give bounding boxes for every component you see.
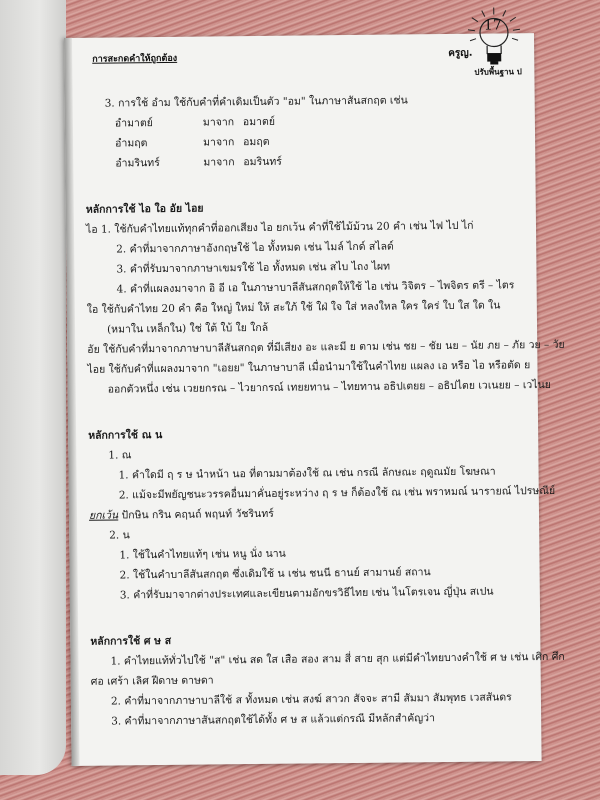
sss-item: 3. คำที่มาจากภาษาสันสกฤตใช้ได้ทั้ง ศ ษ ส แล้วแต่กรณี มีหลักสำคัญว่า [111, 712, 436, 728]
nn-item: 3. คำที่รับมาจากต่างประเทศและเขียนตามอักขรวิธีไทย เช่น ไนโตรเจน ญี่ปุ่น สเปน [119, 585, 494, 602]
nn-sub1: 1. ณ [108, 449, 132, 462]
sss-item: 1. คำไทยแท้ทั่วไปใช้ "ส" เช่น สด ใส เสือ สอง สาม สี่ สาย สุก แต่มีคำไทยบางคำใช้ ศ ษ เช่น เศิก ศึก [110, 650, 565, 668]
page-gutter [64, 38, 80, 766]
nn-item: 1. ใช้ในคำไทยแท้ๆ เช่น หนู นั่ง นาน [119, 547, 286, 562]
am-origin: อมาตย์ [242, 115, 276, 129]
logo-text-1: ครูญ. [448, 47, 473, 59]
ai-line: ออกตัวหนึ่ง เช่น เวยยกรณ – ไวยากรณ์ เทยยทาน – ไทยทาน อธิปเตยย – อธิปไตย เวเนยย – เวไนย [107, 378, 551, 396]
ai-line: ไอย ใช้กับคำที่แผลงมาจาก "เอยย" ในภาษาบาลี เมื่อนำมาใช้ในคำไทย แผลง เอ หรือ ไอ หรือตัด ย [87, 359, 531, 376]
ai-line: อัย ใช้กับคำที่มาจากภาษาบาลีสันสกฤต ที่มีเสียง อะ และมี ย ตาม เช่น ชย – ชัย นย – นัย ภย – ภัย วย – วัย [87, 338, 565, 356]
ai-line: ไอ 1. ใช้กับคำไทยแท้ทุกคำที่ออกเสียง ไอ ยกเว้น คำที่ใช้ไม้ม้วน 20 คำ เช่น ไฟ ไป ไก่ [85, 219, 474, 236]
ai-heading: หลักการใช้ ไอ ใอ อัย ไอย [85, 202, 204, 216]
ai-line: 4. คำที่แผลงมาจาก อิ อี เอ ในภาษาบาลีสันสกฤตให้ใช้ ไอ เช่น วิจิตร – ไพจิตร ตรี – ไตร [116, 279, 515, 296]
am-from: มาจาก [203, 136, 235, 149]
nn-item: 2. ใช้ในคำบาลีสันสกฤต ซึ่งเดิมใช้ น เช่น ชนนี ธานย์ สามานย์ สถาน [119, 566, 431, 582]
ai-line: 3. คำที่รับมาจากภาษาเขมรใช้ ไอ ทั้งหมด เช่น สไบ ไถง ไผท [116, 260, 391, 276]
sss-heading: หลักการใช้ ศ ษ ส [90, 634, 172, 648]
logo-number: 17 [483, 17, 502, 34]
nn-item: 1. คำใดมี ฤ ร ษ นำหน้า นอ ที่ตามมาต้องใช้ ณ เช่น กรณี ลักษณะ ฤดูณมัย โฆษณา [118, 465, 496, 482]
exception-text: ปักษิน กริน คฤนถ์ พฤนท์ วัชรินทร์ [118, 507, 274, 522]
am-origin: อมรินทร์ [243, 155, 282, 169]
nn-item: 2. แม้จะมีพยัญชนะวรรคอื่นมาคั่นอยู่ระหว่าง ฤ ร ษ ก็ต้องใช้ ณ เช่น พราหมณ์ นารายณ์ ไปรษณีย์ [118, 484, 556, 502]
am-word: อำมาตย์ [114, 117, 153, 130]
nn-sub2: 2. น [109, 529, 130, 542]
page-content [85, 89, 565, 732]
sss-item: ศอ เศร้า เลิศ ฝีดาษ ดาษดา [90, 674, 214, 688]
logo-text-2: ปรับพื้นฐาน ป [474, 67, 522, 77]
ai-line: ใอ ใช้กับคำไทย 20 คำ คือ ใหญ่ ใหม่ ให้ สะใภ้ ใช้ ใฝ่ ใจ ใส่ หลงใหล ใคร ใคร่ ใบ ใส ใด ใน [86, 299, 501, 316]
ai-line: 2. คำที่มาจากภาษาอังกฤษใช้ ไอ ทั้งหมด เช่น ไมล์ ไกด์ สไลด์ [116, 240, 394, 256]
am-examples [85, 109, 526, 174]
ai-line: (หมาใน เหล็กใน) ใช่ ใต้ ใบ้ ใย ใกล้ [106, 321, 269, 336]
am-origin: อมฤต [243, 135, 270, 149]
exception-label: ยกเว้น [88, 509, 119, 522]
nn-heading: หลักการใช้ ณ น [88, 428, 163, 442]
document-page [64, 17, 565, 766]
am-word: อำมฤต [115, 137, 148, 150]
running-header: การสะกดคำให้ถูกต้อง [92, 53, 178, 65]
lightbulb-logo [448, 5, 535, 86]
am-word: อำมรินทร์ [115, 157, 160, 170]
previous-page-edge [0, 0, 66, 775]
am-intro: 3. การใช้ อำม ใช้กับคำที่คำเดิมเป็นตัว "อม" ในภาษาสันสกฤต เช่น [104, 94, 408, 110]
am-from: มาจาก [203, 156, 235, 169]
sss-item: 2. คำที่มาจากภาษาบาลีใช้ ส ทั้งหมด เช่น สงฆ์ สาวก สัจจะ สามี สัมมา สัมพุทธ เวสสันดร [110, 691, 512, 708]
am-from: มาจาก [202, 116, 235, 129]
